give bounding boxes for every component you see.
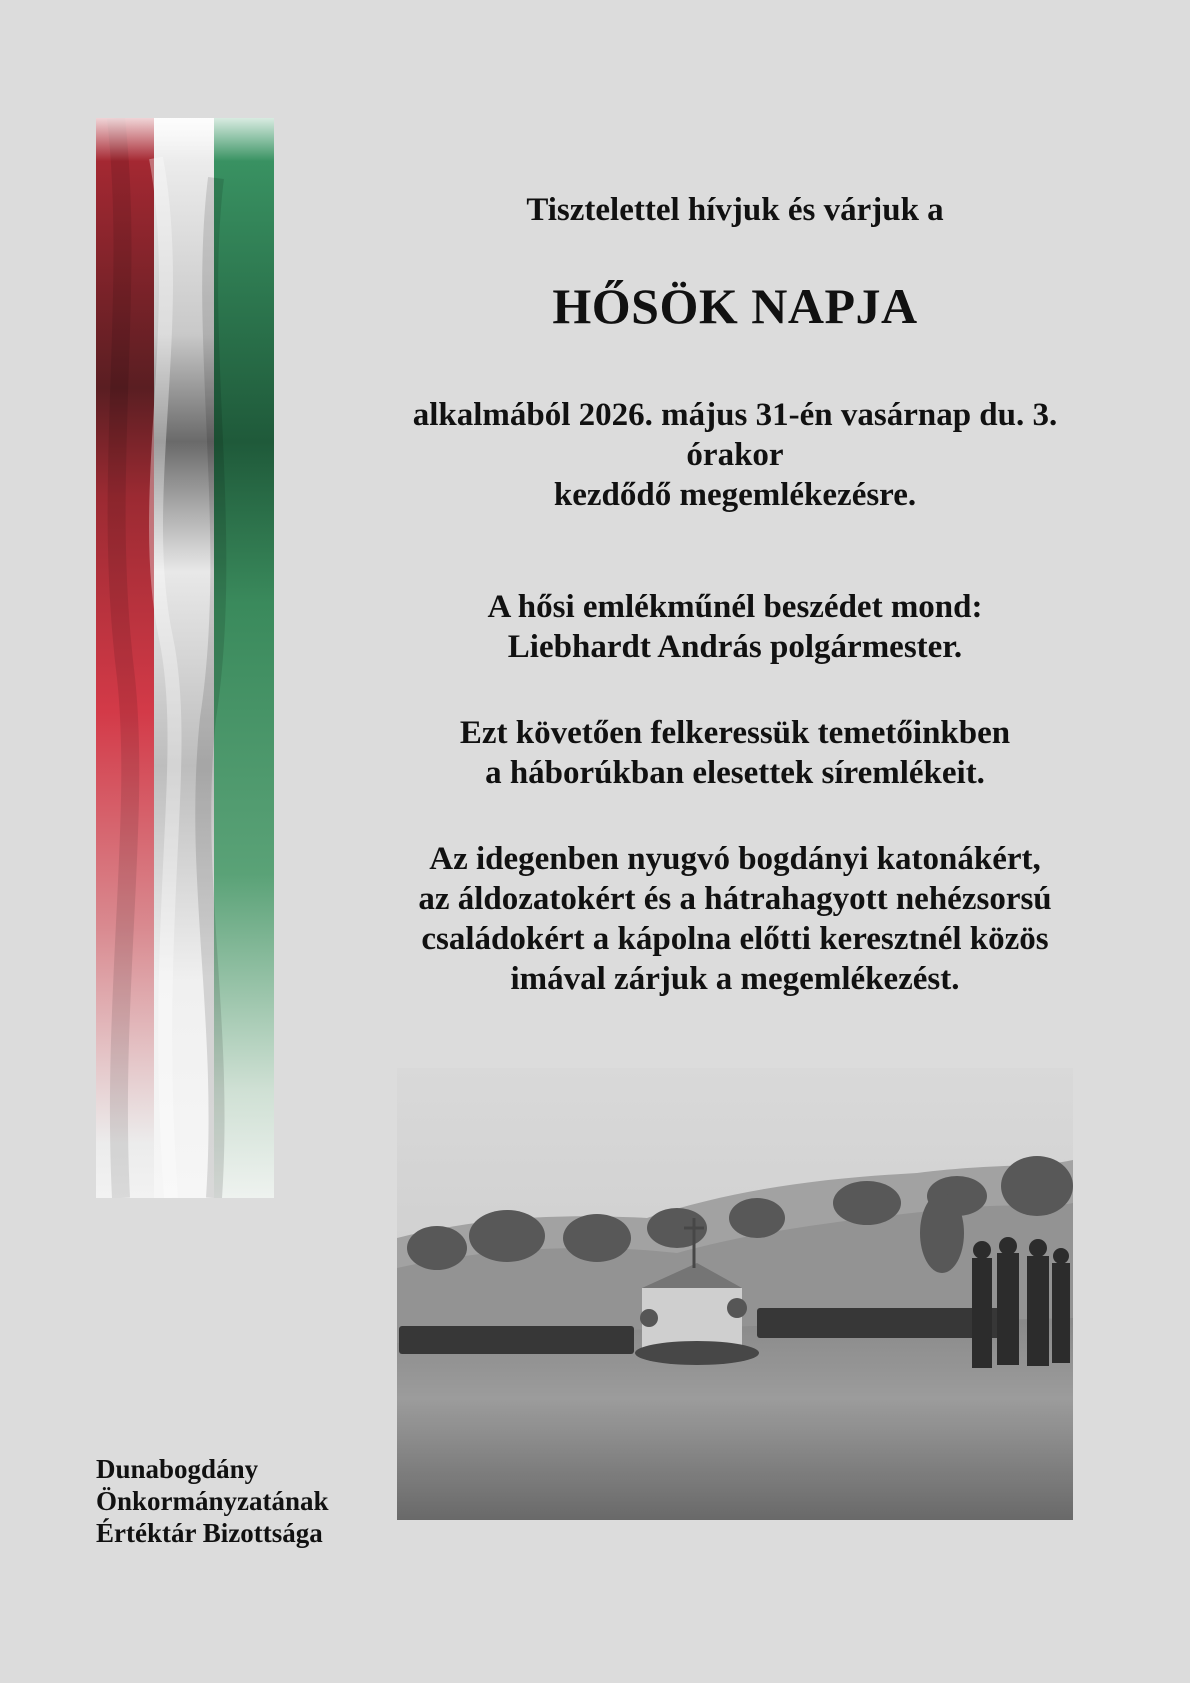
event-title: HŐSÖK NAPJA <box>552 278 918 334</box>
visit-line: a háborúkban elesettek síremlékeit. <box>485 755 985 791</box>
prayer-paragraph <box>370 839 1100 999</box>
invitation-intro: Tisztelettel hívjuk és várjuk a <box>526 192 944 228</box>
organizer-line: Önkormányzatának <box>96 1486 329 1516</box>
occasion-line: órakor <box>686 437 784 473</box>
organizer-signature <box>96 1453 329 1549</box>
prayer-line: az áldozatokért és a hátrahagyott nehézsorsú <box>418 881 1052 917</box>
occasion-paragraph <box>370 395 1100 515</box>
prayer-line: imával zárjuk a megemlékezést. <box>510 961 960 997</box>
occasion-line: alkalmából 2026. május 31-én vasárnap du. 3. <box>412 397 1058 433</box>
organizer-line: Értéktár Bizottsága <box>96 1518 323 1548</box>
historic-memorial-ceremony-photo-icon <box>397 1068 1073 1520</box>
speech-paragraph <box>370 587 1100 667</box>
speech-line: A hősi emlékműnél beszédet mond: <box>487 589 983 625</box>
hungarian-flag-ribbon-icon <box>96 118 274 1198</box>
visit-line: Ezt követően felkeressük temetőinkben <box>459 715 1011 751</box>
organizer-line: Dunabogdány <box>96 1454 259 1484</box>
prayer-line: Az idegenben nyugvó bogdányi katonákért, <box>429 841 1041 877</box>
speech-line: Liebhardt András polgármester. <box>507 629 963 665</box>
prayer-line: családokért a kápolna előtti keresztnél közös <box>421 921 1049 957</box>
occasion-line: kezdődő megemlékezésre. <box>553 477 917 513</box>
visit-paragraph <box>370 713 1100 793</box>
